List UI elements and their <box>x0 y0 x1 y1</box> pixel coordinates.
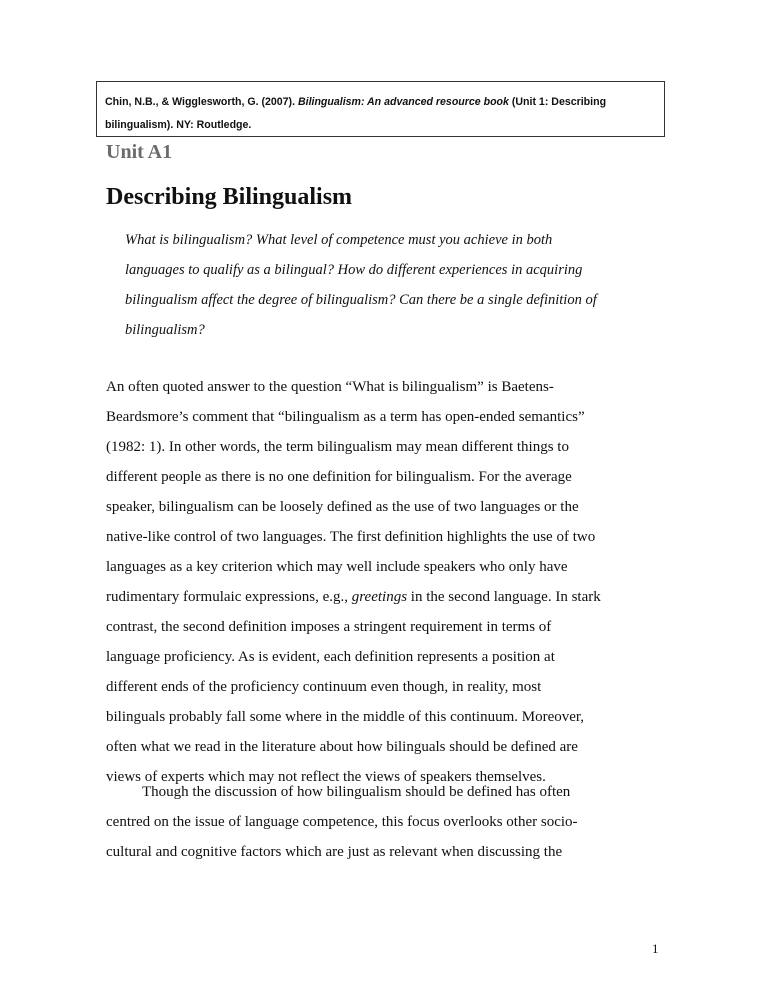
paragraph-1 <box>106 372 684 792</box>
text-line: different people as there is no one definition for bilingualism. For the average <box>106 469 572 485</box>
page-number: 1 <box>652 941 659 956</box>
text-line: cultural and cognitive factors which are just as relevant when discussing the <box>106 844 563 860</box>
text-line: different ends of the proficiency continuum even though, in reality, most <box>106 679 542 695</box>
text-line: speaker, bilingualism can be loosely defined as the use of two languages or the <box>106 499 579 515</box>
text-line: views of experts which may not reflect the views of speakers themselves. <box>106 769 546 785</box>
citation-line-1: Chin, N.B., & Wigglesworth, G. (2007). Bilingualism: An advanced resource book (Unit 1: Describing <box>105 96 607 108</box>
text-line: rudimentary formulaic expressions, e.g., greetings in the second language. In stark <box>106 589 601 605</box>
text-line: Though the discussion of how bilingualism should be defined has often <box>142 784 571 800</box>
paragraph-2 <box>106 777 684 867</box>
text-line: often what we read in the literature about how bilinguals should be defined are <box>106 739 578 755</box>
text-line: An often quoted answer to the question “What is bilingualism” is Baetens- <box>106 379 554 395</box>
unit-label: Unit A1 <box>106 141 173 163</box>
text-line: languages as a key criterion which may well include speakers who only have <box>106 559 568 575</box>
question-line: languages to qualify as a bilingual? How do different experiences in acquiring <box>125 262 583 278</box>
citation-line-2: bilingualism). NY: Routledge. <box>105 119 252 131</box>
text-line: Beardsmore’s comment that “bilingualism as a term has open-ended semantics” <box>106 409 585 425</box>
question-line: bilingualism? <box>125 322 205 338</box>
guiding-questions <box>125 225 665 345</box>
page-title: Describing Bilingualism <box>106 184 353 210</box>
text-line: bilinguals probably fall some where in the middle of this continuum. Moreover, <box>106 709 585 725</box>
text-line: contrast, the second definition imposes a stringent requirement in terms of <box>106 619 552 635</box>
text-line: native-like control of two languages. The first definition highlights the use of two <box>106 529 596 545</box>
emphasized-term: greetings <box>351 589 408 605</box>
question-line: bilingualism affect the degree of bilingualism? Can there be a single definition of <box>125 292 597 308</box>
text-line: centred on the issue of language competence, this focus overlooks other socio- <box>106 814 578 830</box>
book-title: Bilingualism: An advanced resource book <box>297 96 509 108</box>
citation-box <box>96 81 665 137</box>
text-line: (1982: 1). In other words, the term bilingualism may mean different things to <box>106 439 569 455</box>
question-line: What is bilingualism? What level of competence must you achieve in both <box>125 232 553 248</box>
text-line: language proficiency. As is evident, each definition represents a position at <box>106 649 555 665</box>
